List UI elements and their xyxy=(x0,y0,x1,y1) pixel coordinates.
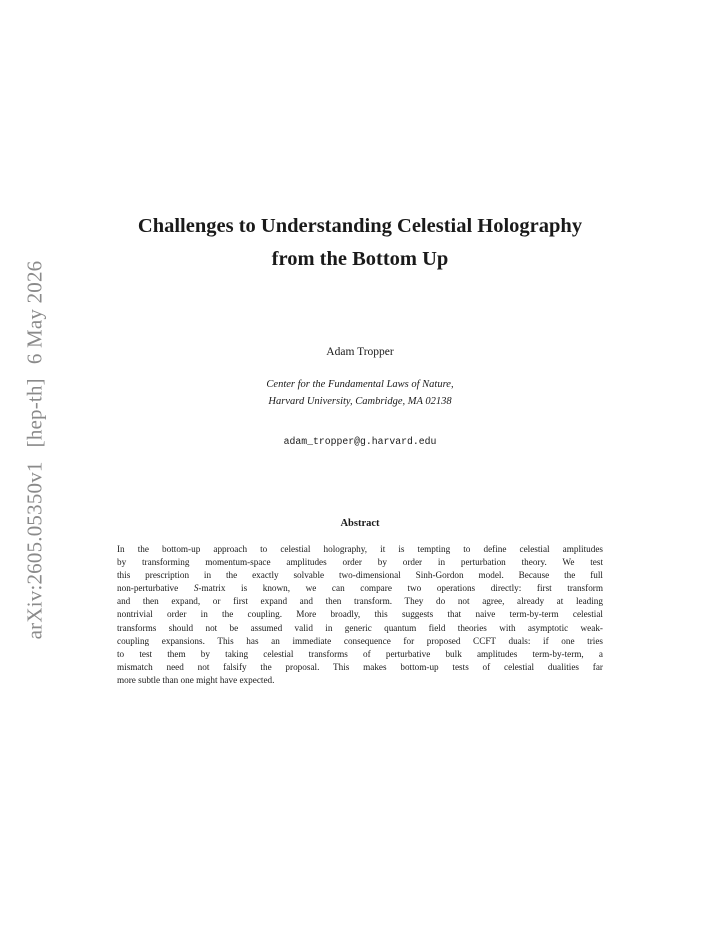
abstract-line: by transforming momentum-space amplitudes order by order in perturbation theory. We test xyxy=(117,557,603,568)
affiliation-line: Center for the Fundamental Laws of Nature, xyxy=(266,379,454,390)
author-email: adam_tropper@g.harvard.edu xyxy=(283,436,437,447)
abstract-line: and then expand, or first expand and then transform. They do not agree, already at leading xyxy=(117,596,603,607)
arxiv-date: 6 May 2026 xyxy=(22,260,47,365)
affiliation xyxy=(0,376,720,410)
arxiv-stamp xyxy=(23,254,48,647)
abstract-line: In the bottom-up approach to celestial holography, it is tempting to define celestial amplitudes xyxy=(117,544,603,554)
abstract-body xyxy=(117,543,603,687)
abstract-line: more subtle than one might have expected. xyxy=(117,674,275,685)
paper-title xyxy=(0,210,720,276)
title-line: Challenges to Understanding Celestial Holography xyxy=(137,215,583,237)
abstract-line: to test them by taking celestial transforms of perturbative bulk amplitudes term-by-term, a xyxy=(117,648,603,659)
arxiv-id: arXiv:2605.05350v1 xyxy=(22,461,47,640)
abstract-line: non-perturbative S-matrix is known, we can compare two operations directly: first transform xyxy=(117,583,603,594)
abstract-line: transforms should not be assumed valid in generic quantum field theories with asymptotic weak- xyxy=(117,622,603,633)
affiliation-line: Harvard University, Cambridge, MA 02138 xyxy=(268,396,452,407)
abstract-line: mismatch need not falsify the proposal. This makes bottom-up tests of celestial dualities far xyxy=(117,661,603,672)
title-line: from the Bottom Up xyxy=(271,248,449,270)
arxiv-category: [hep-th] xyxy=(22,378,47,448)
abstract-heading: Abstract xyxy=(340,518,380,529)
author-name: Adam Tropper xyxy=(326,346,394,358)
abstract-line: coupling expansions. This has an immediate consequence for proposed CCFT duals: if one tries xyxy=(117,635,603,646)
abstract-line: this prescription in the exactly solvable two-dimensional Sinh-Gordon model. Because the full xyxy=(117,570,603,581)
abstract-line: nontrivial order in the coupling. More broadly, this suggests that naive term-by-term celestial xyxy=(117,609,603,620)
